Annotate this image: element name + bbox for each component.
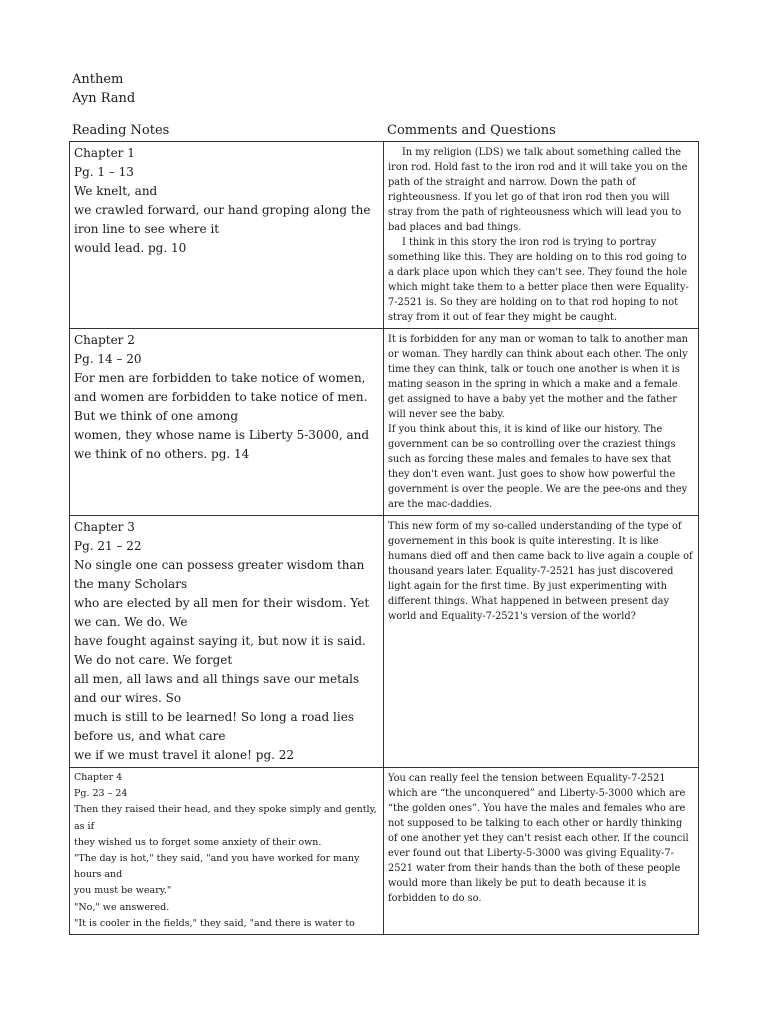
column-header-reading-notes: Reading Notes xyxy=(72,123,170,138)
comment-paragraph: I think in this story the iron rod is trying to portray something like this. They are holding on to this rod going to a dark place upon which they can't see. They found the hole which might take them to a better place then were Equality-7-2521 is. So they are holding on to that rod hoping to not stray from it out of fear they might be caught. xyxy=(388,237,689,323)
quote-line: you must be weary." xyxy=(74,885,172,897)
quote-line: women, they whose name is Liberty 5-3000, and we think of no others. pg. 14 xyxy=(74,428,370,461)
chapter-heading: Chapter 4 xyxy=(74,772,123,783)
reading-notes-cell xyxy=(70,768,384,935)
comment-paragraph: In my religion (LDS) we talk about something called the iron rod. Hold fast to the iron rod and it will take you on the path of the straight and narrow. Down the path of righteousness. If you let go of that iron rod then you will stray from the path of righteousness which will lead you to bad places and bad things. xyxy=(388,147,688,233)
quote-line: would lead. pg. 10 xyxy=(74,241,187,255)
quote-line: have fought against saying it, but now it is said. We do not care. We forget xyxy=(74,634,366,667)
chapter-heading: Chapter 3 xyxy=(74,520,135,534)
reading-notes-cell xyxy=(70,516,384,768)
comments-cell xyxy=(384,768,699,935)
quote-line: who are elected by all men for their wisdom. Yet we can. We do. We xyxy=(74,596,370,629)
book-title: Anthem xyxy=(72,72,124,87)
comments-cell xyxy=(384,516,699,768)
comment-paragraph: It is forbidden for any man or woman to talk to another man or woman. They hardly can think about each other. The only time they can think, talk or touch one another is when it is mating season in the spring in which a make and a female get assigned to have a baby yet the mother and the father will never see the baby. xyxy=(388,334,688,420)
notes-table xyxy=(69,141,699,935)
quote-line: No single one can possess greater wisdom than the many Scholars xyxy=(74,558,365,591)
comment-paragraph: You can really feel the tension between Equality-7-2521 which are “the unconquered” and Liberty-5-3000 which are “the golden ones”. You have the males and females who are not supposed to be talking to each other or hardly thinking of one another yet they can't resist each other. If the council ever found out that Liberty-5-3000 was giving Equality-7-2521 water from their hands than the both of these people would more than likely be put to death because it is forbidden to do so. xyxy=(388,773,689,904)
reading-notes-cell xyxy=(70,329,384,516)
table-row xyxy=(70,516,699,768)
page-range: Pg. 21 – 22 xyxy=(74,539,142,553)
quote-line: much is still to be learned! So long a road lies before us, and what care xyxy=(74,710,354,743)
quote-line: we if we must travel it alone! pg. 22 xyxy=(74,748,295,762)
document-header xyxy=(72,70,135,108)
quote-line: "No," we answered. xyxy=(74,901,170,913)
table-row xyxy=(70,768,699,935)
chapter-heading: Chapter 2 xyxy=(74,333,135,347)
page-range: Pg. 23 – 24 xyxy=(74,788,128,800)
comment-paragraph: If you think about this, it is kind of like our history. The government can be so controlling over the craziest things such as forcing these males and females to have sex that they don't even want. Just goes to show how powerful the government is over the people. We are the pee-ons and they are the mac-daddies. xyxy=(388,424,688,510)
quote-line: all men, all laws and all things save our metals and our wires. So xyxy=(74,672,360,705)
column-header-comments: Comments and Questions xyxy=(387,123,556,138)
table-row xyxy=(70,142,699,329)
table-row xyxy=(70,329,699,516)
quote-line: We knelt, and xyxy=(74,184,158,198)
quote-line: "It is cooler in the fields," they said, "and there is water to xyxy=(74,917,355,929)
page-range: Pg. 1 – 13 xyxy=(74,165,134,179)
comments-cell xyxy=(384,329,699,516)
page-range: Pg. 14 – 20 xyxy=(74,352,142,366)
quote-line: they wished us to forget some anxiety of their own. xyxy=(74,836,322,848)
comments-cell xyxy=(384,142,699,329)
book-author: Ayn Rand xyxy=(72,91,136,106)
chapter-heading: Chapter 1 xyxy=(74,146,135,160)
quote-line: "The day is hot," they said, "and you have worked for many hours and xyxy=(74,853,360,881)
quote-line: we crawled forward, our hand groping along the iron line to see where it xyxy=(74,203,371,236)
quote-line: For men are forbidden to take notice of women, and women are forbidden to take notice of men. But we think of one among xyxy=(74,371,368,423)
comment-paragraph: This new form of my so-called understanding of the type of governement in this book is quite interesting. It is like humans died off and then came back to live again a couple of thousand years later. Equality-7-2521 has just discovered light again for the first time. By just experimenting with different things. What happened in between present day world and Equality-7-2521's version of the world? xyxy=(388,521,693,622)
quote-line: Then they raised their head, and they spoke simply and gently, as if xyxy=(74,804,377,832)
reading-notes-cell xyxy=(70,142,384,329)
